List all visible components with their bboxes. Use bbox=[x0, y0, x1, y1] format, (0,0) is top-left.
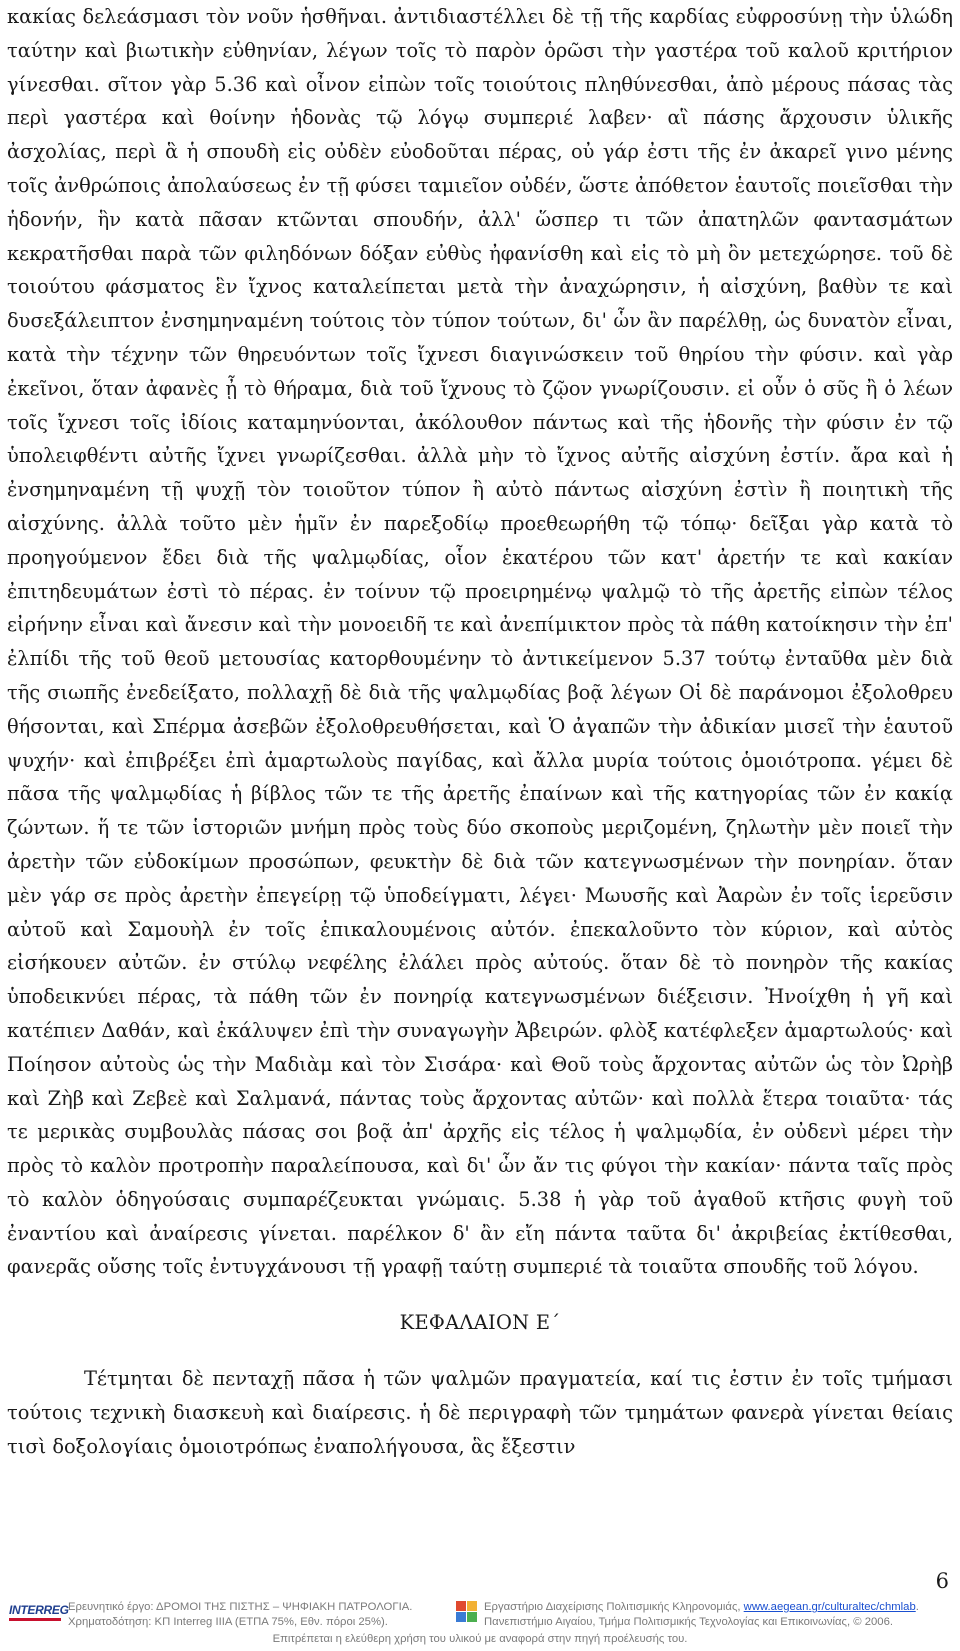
footer-lab-name: Εργαστήριο Διαχείρισης Πολιτισμικής Κληρονομιάς, bbox=[484, 1601, 744, 1613]
interreg-logo-text: INTERREG bbox=[9, 1603, 69, 1617]
footer-university-line: Πανεπιστήμιο Αιγαίου, Τμήμα Πολιτισμικής Τεχνολογίας και Επικοινωνίας, © 2006. bbox=[484, 1616, 893, 1628]
footer-funding-info bbox=[68, 1600, 428, 1630]
lab-logo-tile bbox=[467, 1612, 477, 1622]
body-paragraph: κακίας δελεάσμασι τὸν νοῦν ἡσθῆναι. ἀντιδιαστέλλει δὲ τῇ τῆς καρδίας εὐφροσύνῃ τὴν ὑλώδη ταύτην καὶ βιωτικὴν εὐθηνίαν, λέγων τοῖς τὸ παρὸν ὁρῶσι τὴν γαστέρα τοῦ καλοῦ κριτήριον γίνεσθαι. σῖτον γὰρ 5.36 καὶ οἶνον εἰπὼν τοῖς τοιούτοις πληθύνεσθαι, ἀπὸ μέρους πάσας τὰς περὶ γαστέρα καὶ θοίνην ἡδονὰς τῷ λόγῳ συμπεριέ λαβεν· αἳ πάσης ἄρχουσιν ὑλικῆς ἀσχολίας, περὶ ἃ ἡ σπουδὴ εἰς οὐδὲν εὐοδοῦται πέρας, οὐ γάρ ἐστι τῆς ἐν ἀκαρεῖ γινο μένης τοῖς ἀνθρώποις ἀπολαύσεως ἐν τῇ φύσει ταμιεῖον οὐδέν, ὥστε ἀπόθετον ἑαυτοῖς ποιεῖσθαι τὴν ἡδονήν, ἣν κατὰ πᾶσαν κτῶνται σπουδήν, ἀλλ' ὥσπερ τι τῶν ἀπατηλῶν φαντασμάτων κεκρατῆσθαι παρὰ τῶν φιληδόνων δόξαν εὐθὺς ἠφανίσθη καὶ εἰς τὸ μὴ ὂν μετεχώρησε. τοῦ δὲ τοιούτου φάσματος ἓν ἴχνος καταλείπεται μετὰ τὴν ἀναχώρησιν, ἡ αἰσχύνη, βαθὺν τε καὶ δυσεξάλειπτον ἐνσημηναμένη τούτοις τὸν τύπον τούτων, δι' ὧν ἂν παρέλθῃ, ὡς δυνατὸν εἶναι, κατὰ τὴν τέχνην τῶν θηρευόντων τοῖς ἴχνεσι διαγινώσκειν τοῦ θηρίου τὴν φύσιν. καὶ γὰρ ἐκεῖνοι, ὅταν ἀφανὲς ᾖ τὸ θήραμα, διὰ τοῦ ἴχνους τὸ ζῷον γνωρίζουσιν. εἰ οὖν ὁ σῦς ἢ ὁ λέων τοῖς ἴχνεσι τοῖς ἰδίοις καταμηνύονται, ἀκόλουθον πάντως καὶ τῆς ἡδονῆς τὴν φύσιν ἐν τῷ ὑπολειφθέντι αὐτῆς ἴχνει γνωρίζεσθαι. ἀλλὰ μὴν τὸ ἴχνος αὐτῆς αἰσχύνη ἐστίν. ἄρα καὶ ἡ ἐνσημηναμένη τῇ ψυχῇ τὸν τοιοῦτον τύπον ἢ αὐτὸ πάντως αἰσχύνη ἐστὶν ἢ ποιητικὴ τῆς αἰσχύνης. ἀλλὰ τοῦτο μὲν ἡμῖν ἐν παρεξοδίῳ προεθεωρήθη τῷ τόπῳ· δεῖξαι γὰρ κατὰ τὸ προηγούμενον ἔδει διὰ τῆς ψαλμῳδίας, οἷον ἑκατέρου τῶν κατ' ἀρετήν τε καὶ κακίαν ἐπιτηδευμάτων ἐστὶ τὸ πέρας. ἐν τοίνυν τῷ προειρημένῳ ψαλμῷ τὸ τῆς ἀρετῆς εἰπὼν τέλος εἰρήνην εἶναι καὶ ἄνεσιν καὶ τὴν μονοειδῆ τε καὶ ἀνεπίμικτον πρὸς τὰ πάθη κατοίκησιν τὴν ἐπ' ἐλπίδι τῆς τοῦ θεοῦ μετουσίας κατορθουμένην τὸ ἀντικείμενον 5.37 τούτῳ ἐνταῦθα μὲν διὰ τῆς σιωπῆς ἐνεδείξατο, πολλαχῇ δὲ διὰ τῆς ψαλμῳδίας βοᾷ λέγων Οἱ δὲ παράνομοι ἐξολοθρευ θήσονται, καὶ Σπέρμα ἀσεβῶν ἐξολοθρευθήσεται, καὶ Ὁ ἀγαπῶν τὴν ἀδικίαν μισεῖ τὴν ἑαυτοῦ ψυχήν· καὶ ἐπιβρέξει ἐπὶ ἁμαρτωλοὺς παγίδας, καὶ ἄλλα μυρία τούτοις ὁμοιότροπα. γέμει δὲ πᾶσα τῆς ψαλμῳδίας ἡ βίβλος τῶν τε τῆς ἀρετῆς ἐπαίνων καὶ τῆς κατηγορίας τῶν ἐν κακίᾳ ζώντων. ἥ τε τῶν ἱστοριῶν μνήμη πρὸς τοὺς δύο σκοποὺς μεριζομένη, ζηλωτὴν μὲν ποιεῖ τὴν ἀρετὴν τῶν εὐδοκίμων προσώπων, φευκτὴν δὲ διὰ τῶν κατεγνωσμένων τὴν πονηρίαν. ὅταν μὲν γάρ σε πρὸς ἀρετὴν ἐπεγείρῃ τῷ ὑποδείγματι, λέγει· Μωυσῆς καὶ Ἀαρὼν ἐν τοῖς ἱερεῦσιν αὐτοῦ καὶ Σαμουὴλ ἐν τοῖς ἐπικαλουμένοις αὐτόν. ἐπεκαλοῦντο τὸν κύριον, καὶ αὐτὸς εἰσήκουεν αὐτῶν. ἐν στύλῳ νεφέλης ἐλάλει πρὸς αὐτούς. ὅταν δὲ τὸ πονηρὸν τῆς κακίας ὑποδεικνύει πέρας, τὰ πάθη τῶν ἐν πονηρίᾳ κατεγνωσμένων διέξεισιν. Ἠνοίχθη ἡ γῆ καὶ κατέπιεν Δαθάν, καὶ ἐκάλυψεν ἐπὶ τὴν συναγωγὴν Ἀβειρών. φλὸξ κατέφλεξεν ἁμαρτωλούς· καὶ Ποίησον αὐτοὺς ὡς τὴν Μαδιὰμ καὶ τὸν Σισάρα· καὶ Θοῦ τοὺς ἄρχοντας αὐτῶν ὡς τὸν Ὠρὴβ καὶ Ζὴβ καὶ Ζεβεὲ καὶ Σαλμανά, πάντας τοὺς ἄρχοντας αὐτῶν· καὶ πολλὰ ἕτερα τοιαῦτα· τάς τε μερικὰς συμβουλὰς πάσας σοι βοᾷ ἀπ' ἀρχῆς εἰς τέλος ἡ ψαλμῳδία, ἐν οὐδενὶ μέρει τὴν πρὸς τὸ καλὸν προτροπὴν παραλείπουσα, καὶ δι' ὧν ἄν τις φύγοι τὴν κακίαν· πάντα ταῖς πρὸς τὸ καλὸν ὁδηγούσαις συμπαρέζευκται γνώμαις. 5.38 ἡ γὰρ τοῦ ἀγαθοῦ κτῆσις φυγὴ τοῦ ἐναντίου καὶ ἀναίρεσις γίνεται. παρέλκον δ' ἂν εἴη πάντα ταῦτα δι' ἀκριβείας ἐκτίθεσθαι, φανερᾶς οὔσης τοῖς ἐντυγχάνουσι τῇ γραφῇ ταύτῃ συμπεριέ τὰ τοιαῦτα σπουδῆς τοῦ λόγου. bbox=[7, 5, 953, 1279]
footer-project-line: Ερευνητικό έργο: ΔΡΟΜΟΙ ΤΗΣ ΠΙΣΤΗΣ – ΨΗΦΙΑΚΗ ΠΑΤΡΟΛΟΓΙΑ. bbox=[68, 1601, 413, 1613]
footer bbox=[0, 1598, 960, 1651]
footer-lab-info bbox=[484, 1600, 956, 1630]
footer-usage-notice: Επιτρέπεται η ελεύθερη χρήση του υλικού με αναφορά στην πηγή προέλευσής του. bbox=[272, 1633, 688, 1645]
interreg-logo-bar bbox=[9, 1618, 61, 1621]
footer-lab-line bbox=[484, 1600, 956, 1615]
footer-lab-suffix: . bbox=[915, 1601, 919, 1613]
lab-logo-icon bbox=[456, 1601, 478, 1623]
lab-logo-tile bbox=[456, 1601, 466, 1611]
interreg-logo bbox=[9, 1602, 69, 1621]
footer-funding-line: Χρηματοδότηση: ΚΠ Interreg IIIA (ΕΤΠΑ 75%, Εθν. πόροι 25%). bbox=[68, 1616, 388, 1628]
page-number: 6 bbox=[935, 1569, 949, 1593]
lab-logo-tile bbox=[467, 1601, 477, 1611]
chapter-heading: ΚΕΦΑΛΑΙΟΝ Ε΄ bbox=[399, 1311, 561, 1335]
text-block bbox=[7, 0, 953, 1464]
footer-lab-link[interactable]: www.aegean.gr/culturaltec/chmlab bbox=[743, 1601, 916, 1613]
body-paragraph-after-heading: Τέτμηται δὲ πενταχῇ πᾶσα ἡ τῶν ψαλμῶν πραγματεία, καί τις ἐστιν ἐν τοῖς τμήμασι τούτοις τεχνικὴ διασκευὴ καὶ διαίρεσις. ἡ δὲ περιγραφὴ τῶν τμημάτων φανερὰ γίνεται θείαις τισὶ δοξολογίαις ὁμοιοτρόπως ἐναπολήγουσα, ἃς ἔξεστιν bbox=[7, 1367, 953, 1458]
lab-logo-tile bbox=[456, 1612, 466, 1622]
